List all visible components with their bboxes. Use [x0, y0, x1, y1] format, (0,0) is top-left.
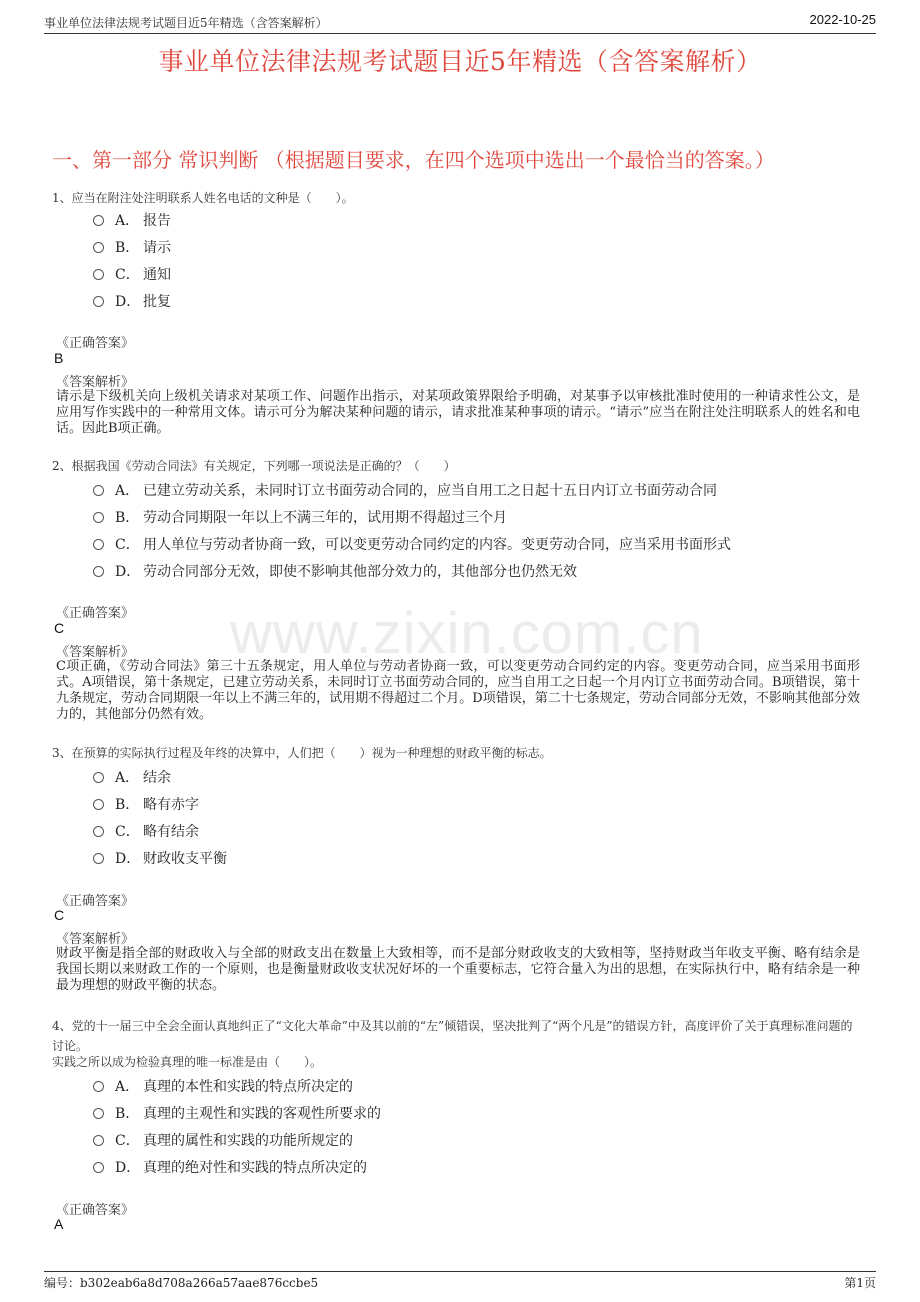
- question-2-option-c[interactable]: C． 用人单位与劳动者协商一致，可以变更劳动合同约定的内容。变更劳动合同，应当采用书面形式: [93, 534, 731, 554]
- question-2-option-b[interactable]: B． 劳动合同期限一年以上不满三年的，试用期不得超过三个月: [93, 507, 507, 527]
- question-2-option-d[interactable]: D． 劳动合同部分无效，即使不影响其他部分效力的，其他部分也仍然无效: [93, 561, 577, 581]
- analysis-label: 《答案解析》: [56, 645, 135, 660]
- question-1-option-d[interactable]: D． 批复: [93, 291, 171, 311]
- radio-icon[interactable]: [93, 853, 104, 864]
- document-id: 编号：b302eab6a8d708a266a57aae876ccbe5: [44, 1276, 319, 1290]
- question-4-text: 4、党的十一届三中全会全面认真地纠正了“文化大革命”中及其以前的“左”倾错误，坚决批判了“两个凡是”的错误方针，高度评价了关于真理标准问题的讨论。: [52, 1019, 853, 1053]
- question-4-option-b[interactable]: B． 真理的主观性和实践的客观性所要求的: [93, 1103, 381, 1123]
- radio-icon[interactable]: [93, 826, 104, 837]
- question-4-option-c[interactable]: C． 真理的属性和实践的功能所规定的: [93, 1130, 353, 1150]
- analysis-label: 《答案解析》: [56, 375, 135, 390]
- question-4-answer: A: [54, 1216, 64, 1232]
- question-3-text: 3、在预算的实际执行过程及年终的决算中，人们把（ ）视为一种理想的财政平衡的标志。: [52, 746, 552, 760]
- question-3-analysis: 财政平衡是指全部的财政收入与全部的财政支出在数量上大致相等，而不是部分财政收支的大致相等，坚持财政当年收支平衡、略有结余是我国长期以来财政工作的一个原则，也是衡量财政收支状况好坏的一个重要标志，它符合量入为出的思想，在实际执行中，略有结余是一种最为理想的财政平衡的状态。: [56, 946, 860, 993]
- watermark: www.zixin.com.cn: [230, 601, 704, 666]
- radio-icon[interactable]: [93, 512, 104, 523]
- radio-icon[interactable]: [93, 296, 104, 307]
- header-date: 2022-10-25: [809, 12, 876, 27]
- question-3-option-a[interactable]: A． 结余: [93, 767, 171, 787]
- radio-icon[interactable]: [93, 1108, 104, 1119]
- document-title: 事业单位法律法规考试题目近5年精选（含答案解析）: [158, 47, 762, 76]
- question-4-option-a[interactable]: A． 真理的本性和实践的特点所决定的: [93, 1076, 353, 1096]
- radio-icon[interactable]: [93, 1081, 104, 1092]
- question-1-text: 1、应当在附注处注明联系人姓名电话的文种是（ ）。: [52, 191, 354, 205]
- header-title: 事业单位法律法规考试题目近5年精选（含答案解析）: [44, 16, 328, 30]
- radio-icon[interactable]: [93, 539, 104, 550]
- question-3-option-d[interactable]: D． 财政收支平衡: [93, 848, 227, 868]
- radio-icon[interactable]: [93, 772, 104, 783]
- answer-label: 《正确答案》: [56, 894, 135, 909]
- question-4-subtext: 实践之所以成为检验真理的唯一标准是由（ ）。: [52, 1055, 323, 1069]
- answer-label: 《正确答案》: [56, 336, 135, 351]
- radio-icon[interactable]: [93, 1162, 104, 1173]
- question-1-option-c[interactable]: C． 通知: [93, 264, 171, 284]
- question-2-answer: C: [54, 620, 65, 636]
- question-3-option-c[interactable]: C． 略有结余: [93, 821, 199, 841]
- page-number: 第1页: [844, 1276, 876, 1290]
- radio-icon[interactable]: [93, 269, 104, 280]
- radio-icon[interactable]: [93, 1135, 104, 1146]
- analysis-label: 《答案解析》: [56, 932, 135, 947]
- page-footer: [44, 1271, 876, 1291]
- question-2-analysis: C项正确，《劳动合同法》第三十五条规定，用人单位与劳动者协商一致，可以变更劳动合同约定的内容。变更劳动合同，应当采用书面形式。A项错误，第十条规定，已建立劳动关系，未同时订立书面劳动合同的，应当自用工之日起一个月内订立书面劳动合同。B项错误，第十九条规定，劳动合同期限一年以上不满三年的，试用期不得超过二个月。D项错误，第二十七条规定，劳动合同部分无效，不影响其他部分效力的，其他部分仍然有效。: [56, 659, 860, 722]
- radio-icon[interactable]: [93, 215, 104, 226]
- question-1-option-b[interactable]: B． 请示: [93, 237, 171, 257]
- question-2-option-a[interactable]: A． 已建立劳动关系，未同时订立书面劳动合同的，应当自用工之日起十五日内订立书面劳动合同: [93, 480, 717, 500]
- radio-icon[interactable]: [93, 799, 104, 810]
- question-1-analysis: 请示是下级机关向上级机关请求对某项工作、问题作出指示，对某项政策界限给予明确，对某事予以审核批准时使用的一种请求性公文，是应用写作实践中的一种常用文体。请示可分为解决某种问题的请示，请求批准某种事项的请示。“请示”应当在附注处注明联系人的姓名和电话。因此B项正确。: [56, 389, 860, 436]
- question-4-option-d[interactable]: D． 真理的绝对性和实践的特点所决定的: [93, 1157, 367, 1177]
- question-2-text: 2、根据我国《劳动合同法》有关规定，下列哪一项说法是正确的？（ ）: [52, 459, 456, 473]
- section-title: 一、第一部分 常识判断 （根据题目要求，在四个选项中选出一个最恰当的答案。）: [52, 148, 775, 172]
- question-1-option-a[interactable]: A． 报告: [93, 210, 171, 230]
- answer-label: 《正确答案》: [56, 606, 135, 621]
- question-3-answer: C: [54, 907, 65, 923]
- radio-icon[interactable]: [93, 485, 104, 496]
- radio-icon[interactable]: [93, 566, 104, 577]
- question-1-answer: B: [54, 350, 64, 366]
- answer-label: 《正确答案》: [56, 1203, 135, 1218]
- page-header: [44, 12, 876, 34]
- question-3-option-b[interactable]: B． 略有赤字: [93, 794, 199, 814]
- radio-icon[interactable]: [93, 242, 104, 253]
